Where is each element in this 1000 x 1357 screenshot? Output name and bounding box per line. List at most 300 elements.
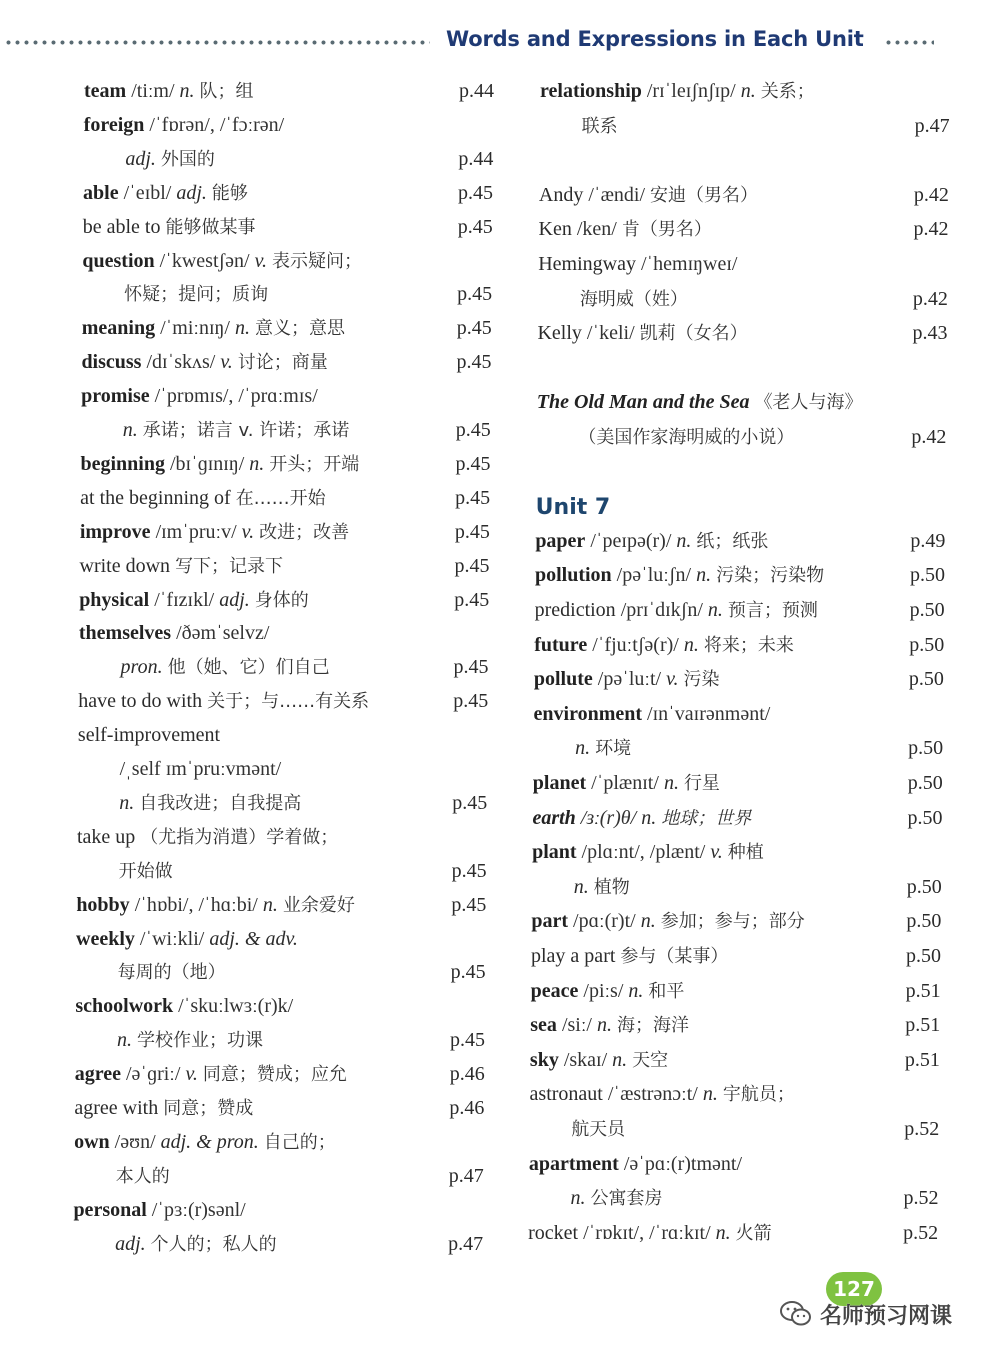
entry-text (80, 481, 326, 516)
vocab-entry (534, 628, 964, 662)
headword: discuss (81, 351, 142, 374)
page-reference: p.50 (908, 668, 944, 691)
entry-text (84, 74, 254, 109)
vocab-entry (531, 904, 961, 938)
phonetic: /ɪmˈpruːv/ (155, 520, 237, 543)
entry-text (532, 835, 764, 870)
headword: sea (530, 1014, 557, 1037)
headword: take up (76, 825, 136, 848)
translation: 讨论；商量 (237, 352, 328, 374)
headword: question (82, 249, 155, 272)
phonetic: /ˈfɒrən/, /ˈfɔːrən/ (149, 113, 285, 136)
translation: 业余爱好 (282, 894, 355, 916)
vocab-entry (83, 210, 513, 244)
part-of-speech: n. (249, 452, 265, 475)
part-of-speech: n. (612, 1048, 628, 1071)
translation: 将来；未来 (703, 634, 794, 656)
headword: earth (532, 806, 576, 829)
phonetic: /ˈfɪzɪkl/ (154, 588, 215, 611)
translation: 参与（某事） (620, 946, 729, 967)
vocab-entry (77, 854, 507, 888)
entry-text (539, 212, 712, 247)
entry-text (580, 282, 688, 317)
part-of-speech: n. (119, 791, 135, 814)
headword: schoolwork (75, 995, 174, 1018)
page-reference: p.45 (451, 859, 487, 882)
page-reference: p.51 (904, 1048, 940, 1071)
vocab-entry (532, 870, 962, 904)
phonetic: /ˈhɒbi/, /ˈhɑːbi/ (134, 893, 258, 916)
phonetic: /ken/ (576, 218, 617, 241)
vocab-entry (75, 1023, 505, 1057)
page-reference: p.47 (914, 114, 950, 137)
vocab-entry (75, 1057, 505, 1091)
part-of-speech: n. (640, 910, 656, 933)
entry-text (535, 593, 818, 628)
entry-text (76, 888, 355, 923)
vocab-entry (73, 1227, 503, 1261)
page-reference: p.50 (909, 564, 945, 587)
vocab-entry (540, 74, 970, 108)
headword: sky (529, 1048, 559, 1071)
translation: 写下；记录下 (175, 555, 284, 577)
part-of-speech: n. (570, 1187, 586, 1210)
page-reference: p.45 (454, 588, 490, 611)
phonetic: /skaɪ/ (563, 1048, 608, 1071)
translation: 《老人与海》 (754, 392, 863, 414)
headword: meaning (81, 317, 156, 340)
vocab-entry (83, 176, 513, 210)
page-reference: p.45 (455, 419, 491, 441)
vocab-entry (531, 939, 961, 973)
part-of-speech: pron. (120, 656, 163, 679)
phonetic: /əˈpɑː(r)tmənt/ (623, 1152, 743, 1175)
vocab-entry (533, 731, 963, 765)
headword: promise (81, 385, 150, 408)
part-of-speech: n. (117, 1029, 133, 1052)
entry-text (83, 210, 256, 245)
entry-text (530, 1043, 668, 1078)
entry-text (124, 277, 268, 312)
phonetic: /plɑːnt/, /plænt/ (581, 841, 706, 864)
vocab-entry (528, 1181, 958, 1215)
headword: plant (532, 841, 577, 864)
entry-text (532, 801, 751, 836)
entry-text (530, 1008, 689, 1043)
page-reference: p.45 (451, 893, 487, 916)
part-of-speech: adj. (219, 588, 250, 611)
headword: environment (533, 702, 643, 725)
page-reference: p.43 (912, 322, 948, 345)
page-reference: p.50 (906, 875, 942, 898)
vocab-entry (535, 593, 965, 627)
page-reference: p.47 (448, 1164, 484, 1187)
headword: team (84, 80, 127, 102)
headword: own (74, 1130, 110, 1153)
entry-text (119, 854, 173, 889)
part-of-speech: adj. & adv. (209, 927, 298, 950)
entry-text (81, 379, 318, 413)
entry-text (528, 1216, 772, 1251)
entry-text (534, 628, 794, 663)
vocab-entry (539, 143, 969, 177)
vocab-entry (533, 766, 963, 800)
entry-text (540, 74, 815, 109)
entry-text (530, 1077, 795, 1112)
entry-text (118, 955, 226, 990)
page-reference: p.51 (905, 1014, 941, 1037)
part-of-speech: n. (676, 529, 692, 552)
translation: 身体的 (254, 589, 309, 611)
page-reference: p.50 (909, 633, 945, 656)
vocab-entry (530, 1008, 960, 1042)
phonetic: /əʊn/ (114, 1130, 156, 1153)
translation: 肯（男名） (621, 219, 712, 241)
vocab-entry (532, 835, 962, 869)
vocab-entry (529, 1147, 959, 1181)
page-reference: p.42 (912, 287, 948, 310)
page-reference: p.46 (449, 1097, 485, 1119)
headword: pollution (534, 564, 612, 587)
entry-text (84, 108, 285, 142)
entry-text (119, 786, 301, 821)
wechat-icon (780, 1300, 812, 1328)
headword: Kelly (537, 322, 582, 345)
phonetic: /ˈrɒkɪt/, /ˈrɑːkɪt/ (583, 1221, 711, 1244)
page-reference: p.51 (905, 979, 941, 1002)
part-of-speech: n. (596, 1014, 612, 1037)
entry-text (79, 583, 309, 618)
page-reference: p.42 (911, 426, 947, 448)
entry-text (74, 1125, 336, 1160)
phonetic: /ɪnˈvaɪrənmənt/ (647, 702, 771, 725)
headword: physical (79, 588, 150, 611)
headword: beginning (80, 452, 165, 475)
part-of-speech: n. (122, 419, 138, 441)
page-reference: p.50 (909, 599, 945, 621)
part-of-speech: adj. (115, 1232, 146, 1255)
entry-text (82, 311, 345, 346)
translation: 学校作业；功课 (137, 1030, 264, 1052)
part-of-speech: n. (740, 80, 756, 102)
entry-text (79, 616, 270, 650)
headword: part (531, 910, 569, 933)
headword: at the beginning of (80, 486, 231, 509)
page-reference: p.45 (455, 452, 491, 475)
page-reference: p.44 (459, 80, 494, 102)
vocab-entry (540, 109, 970, 143)
translation: 参加；参与；部分 (660, 911, 805, 933)
translation: 安迪（男名） (650, 184, 759, 206)
translation: 和平 (648, 980, 685, 1002)
vocab-entry (530, 1043, 960, 1077)
entry-text (535, 558, 824, 593)
entry-text (534, 662, 720, 697)
vocab-entry (78, 752, 508, 786)
headword: paper (535, 529, 586, 552)
part-of-speech: n. (628, 979, 644, 1002)
page-reference: p.45 (454, 520, 490, 543)
vocab-entry (80, 447, 510, 481)
phonetic: /ˈfjuːtʃə(r)/ (592, 633, 679, 656)
translation: 预言；预测 (727, 600, 818, 621)
phonetic: /ˈændi/ (588, 183, 646, 206)
phonetic: /pɑː(r)t/ (573, 910, 636, 933)
entry-text (77, 820, 338, 855)
entry-text (78, 684, 369, 719)
entry-text (533, 766, 720, 801)
phonetic: /pəˈluːt/ (597, 668, 662, 691)
phonetic: /əˈɡriː/ (126, 1063, 181, 1086)
translation: 能够做某事 (165, 216, 256, 238)
page-reference: p.45 (455, 486, 491, 509)
page-reference: p.45 (453, 656, 489, 679)
page-reference: p.50 (907, 772, 943, 794)
vocab-entry (77, 786, 507, 820)
headword: weekly (76, 927, 135, 950)
headword: foreign (83, 113, 145, 136)
part-of-speech: n. (707, 599, 723, 621)
vocab-entry (529, 1112, 959, 1146)
page-reference: p.50 (906, 945, 941, 967)
translation: 本人的 (115, 1165, 170, 1187)
headword: have to do with (78, 690, 203, 713)
vocab-entry (538, 247, 968, 281)
headword: write down (79, 554, 171, 577)
entry-text (75, 1057, 347, 1092)
vocab-entry (78, 718, 508, 752)
vocab-entry (534, 697, 964, 731)
entry-text (535, 524, 768, 559)
headword: planet (532, 772, 587, 794)
entry-text (582, 109, 618, 144)
part-of-speech: n. (573, 875, 589, 898)
part-of-speech: n. (262, 893, 278, 916)
page-reference: p.45 (458, 181, 494, 204)
vocab-entry (84, 108, 514, 142)
translation: 自己的； (263, 1131, 336, 1153)
headword: The Old Man and the Sea (536, 391, 750, 414)
vocab-entry (79, 650, 509, 684)
entry-text (125, 142, 215, 177)
translation: （美国作家海明威的小说） (578, 427, 795, 448)
vocab-entry (539, 212, 969, 246)
entry-text (75, 989, 293, 1023)
translation: 同意；赞成 (163, 1098, 254, 1119)
entry-text (538, 247, 737, 281)
page-reference: p.50 (908, 737, 944, 760)
translation: 表示疑问； (272, 250, 363, 272)
page-header (0, 26, 1000, 62)
part-of-speech: v. (710, 841, 723, 864)
phonetic: /ˈplænɪt/ (591, 772, 659, 794)
phonetic: /rɪˈleɪʃnʃɪp/ (646, 80, 736, 102)
vocab-entry (77, 820, 507, 854)
phonetic: /ˈkwestʃən/ (159, 249, 250, 272)
vocab-entry (80, 515, 510, 549)
vocab-entry (81, 379, 511, 413)
translation: 关于；与……有关系 (207, 691, 370, 713)
entry-text (80, 447, 359, 482)
translation: 航天员 (571, 1119, 626, 1140)
phonetic: /ˈmiːnɪŋ/ (160, 317, 230, 340)
part-of-speech: v. (220, 351, 233, 374)
translation: 公寓套房 (590, 1188, 663, 1210)
vocab-entry (532, 801, 962, 835)
translation: 植物 (593, 876, 630, 898)
unit-heading (536, 489, 966, 523)
vocab-entry (74, 1091, 504, 1125)
vocab-entry (537, 316, 967, 350)
translation: 种植 (727, 842, 764, 864)
translation: 意义；意思 (255, 318, 345, 340)
headword: personal (73, 1198, 147, 1221)
headword: be able to (82, 215, 161, 238)
headword: relationship (540, 80, 642, 102)
vocab-entry (84, 74, 514, 108)
entry-text (76, 922, 298, 956)
entry-text (570, 1181, 662, 1216)
page-reference: p.52 (903, 1221, 939, 1244)
translation: 怀疑；提问；质询 (124, 284, 269, 306)
page-reference: p.45 (456, 351, 492, 374)
headword: pollute (533, 668, 593, 691)
part-of-speech: adj. (125, 147, 156, 170)
translation: 开头；开端 (269, 453, 360, 475)
translation: 地球；世界 (661, 807, 752, 829)
part-of-speech: adj. (176, 181, 207, 204)
entry-text (123, 413, 349, 448)
translation: 每周的（地） (117, 962, 226, 984)
entry-text (120, 752, 282, 786)
translation: 纸；纸张 (696, 530, 769, 552)
page-reference: p.45 (450, 961, 486, 984)
entry-text (529, 1147, 742, 1181)
page-reference: p.45 (454, 554, 490, 577)
phonetic: /ˈkeli/ (586, 322, 635, 345)
vocab-entry (80, 549, 510, 583)
headword: agree with (74, 1097, 159, 1119)
part-of-speech: n. (179, 80, 195, 102)
vocab-entry (74, 1125, 504, 1159)
part-of-speech: n. (663, 772, 679, 794)
headword: themselves (78, 622, 172, 645)
translation: 火箭 (735, 1222, 772, 1244)
entry-text (578, 420, 794, 455)
translation: 天空 (632, 1049, 669, 1071)
entry-text (116, 1159, 170, 1194)
translation: 外国的 (160, 148, 215, 170)
translation: 海；海洋 (616, 1015, 689, 1037)
vocab-entry (536, 455, 966, 489)
translation: 污染 (683, 669, 720, 691)
part-of-speech: v. (666, 668, 679, 691)
entry-text (83, 176, 248, 211)
entry-text (78, 718, 220, 752)
translation: （尤指为消遣）学着做； (140, 826, 339, 848)
page-reference: p.46 (449, 1063, 485, 1086)
vocab-entry (536, 420, 966, 454)
entry-text (531, 974, 685, 1009)
vocab-entry (535, 524, 965, 558)
entry-text (82, 244, 362, 279)
entry-text (121, 650, 330, 685)
page-reference: p.44 (458, 147, 494, 170)
vocab-entry (82, 277, 512, 311)
page-reference: p.45 (453, 690, 489, 713)
part-of-speech: n. (702, 1083, 718, 1106)
vocab-entry (73, 1193, 503, 1227)
vocab-entry (76, 922, 506, 956)
page-reference: p.45 (456, 317, 492, 340)
entry-text (574, 870, 630, 905)
phonetic: /ˈhemɪŋweɪ/ (640, 253, 738, 275)
page-reference: p.45 (457, 283, 493, 306)
phonetic: /bɪˈɡɪnɪŋ/ (169, 452, 245, 475)
headword: astronaut (529, 1083, 603, 1106)
phonetic: /ˈpeɪpə(r)/ (590, 529, 672, 552)
vocab-entry (81, 345, 511, 379)
phonetic: /ɜː(r)θ/ (580, 806, 637, 829)
vocab-entry (79, 583, 509, 617)
vocab-entry (81, 413, 511, 447)
entry-text (81, 345, 327, 380)
translation: 自我改进；自我提高 (139, 792, 302, 814)
dotted-rule-left (4, 40, 430, 45)
entry-text (80, 549, 284, 584)
headword: hobby (76, 893, 130, 916)
vocab-entry (82, 244, 512, 278)
phonetic: /piːs/ (583, 979, 624, 1002)
translation: 凯莉（女名） (639, 323, 748, 345)
part-of-speech: n. (683, 633, 699, 656)
phonetic: /ˈskuːlwɜː(r)k/ (178, 995, 294, 1018)
entry-text (534, 697, 771, 731)
translation: 同意；赞成；应允 (202, 1064, 347, 1086)
translation: 海明威（姓） (579, 288, 688, 310)
dotted-rule-right (884, 40, 934, 45)
vocab-entry (535, 558, 965, 592)
translation: 宇航员； (722, 1084, 795, 1106)
translation: 污染；污染物 (716, 565, 825, 587)
page-reference: p.45 (457, 215, 493, 238)
page-reference: p.52 (903, 1187, 939, 1210)
translation: 队；组 (199, 81, 254, 102)
vocab-entry (78, 684, 508, 718)
vocab-entry (537, 351, 967, 385)
part-of-speech: n. (715, 1221, 731, 1244)
page-reference: p.52 (904, 1118, 940, 1140)
part-of-speech: n. (575, 737, 591, 760)
translation: 开始做 (118, 860, 173, 882)
entry-text (117, 1023, 263, 1058)
translation: 改进；改善 (259, 521, 350, 543)
vocab-entry (537, 385, 967, 419)
phonetic: /ˈæstrənɔːt/ (607, 1083, 698, 1106)
vocab-entry (531, 974, 961, 1008)
phonetic: /prɪˈdɪkʃn/ (620, 599, 703, 621)
translation: 他（她、它）们自己 (167, 657, 330, 679)
phonetic: /dɪˈskʌs/ (146, 351, 216, 374)
headword: improve (79, 520, 151, 543)
translation: 在……开始 (235, 487, 326, 509)
translation: 承诺；诺言 v. 许诺；承诺 (142, 420, 350, 441)
vocab-entry (76, 888, 506, 922)
entry-text (539, 178, 758, 213)
headword: prediction (534, 599, 616, 621)
vocab-entry (75, 989, 505, 1023)
part-of-speech: n. (641, 806, 657, 829)
